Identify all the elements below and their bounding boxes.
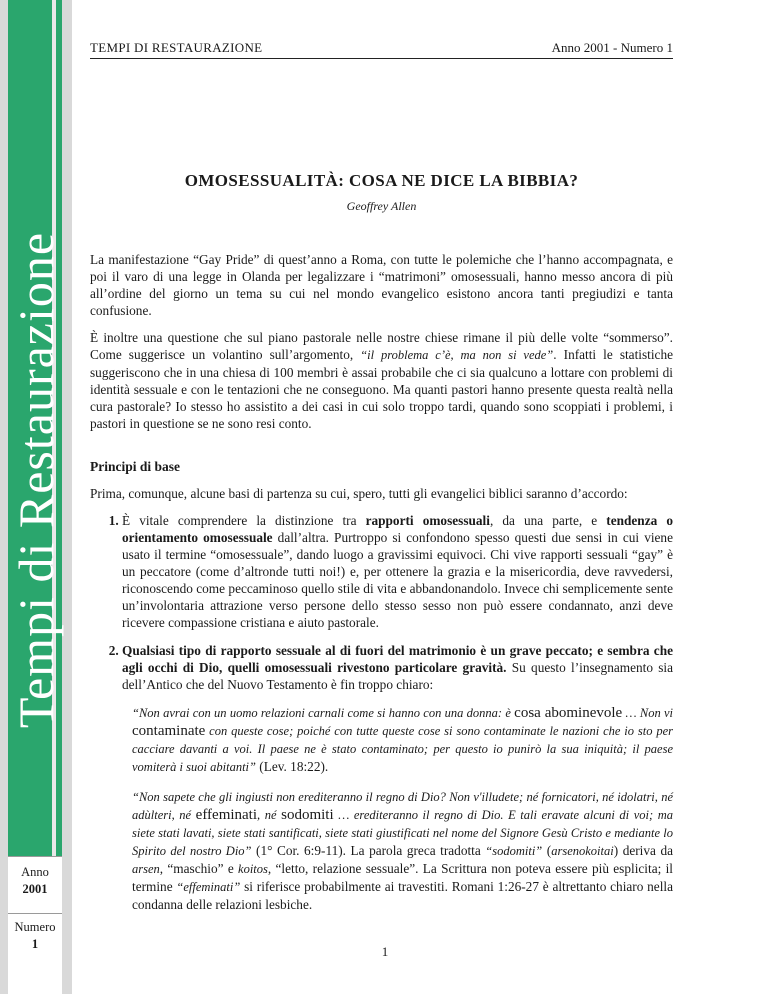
- quote-leviticus: “Non avrai con un uomo relazioni carnali come si hanno con una donna: è cosa abominevole … Non vi contaminate con queste cose; poiché con tutte queste cose si sono contaminate le nazioni che io sto per cacciare davanti a voi. Il paese ne è stato contaminato; per questo io punirò la sua iniquità; il paese vomiterà i suoi abitanti” (Lev. 18:22).: [132, 705, 673, 774]
- page-number: 1: [381, 944, 389, 959]
- second-paragraph: È inoltre una questione che sul piano pastorale nelle nostre chiese rimane il più delle volte “sommerso”. Come suggerisce un volantino sull’argomento, “il problema c’è, ma non si vede”. Infatti le statistiche suggeriscono che in una chiesa di 100 membri è assai probabile che ci sia qualcuno a lottare con problemi di identità sessuale e con le tentazioni che ne conseguono. Ma quanti pastori hanno presente questa realtà nella cura pastorale? Io stesso ho assistito a dei casi in cui solo troppo tardi, quando sono scoppiati i problemi, i pastori in questione se ne sono resi conto.: [90, 330, 673, 431]
- article-title: OMOSESSUALITÀ: COSA NE DICE LA BIBBIA?: [184, 171, 579, 190]
- issue-number-label: Numero: [14, 920, 56, 934]
- quote-corinthians: “Non sapete che gli ingiusti non erediteranno il regno di Dio? Non v'illudete; né fornicatori, né idolatri, né adùlteri, né effeminati, né sodomiti … erediteranno il regno di Dio. E tali eravate alcuni di voi; ma siete stati lavati, siete stati santificati, siete stati giustificati nel nome del Signore Gesù Cristo e mediante lo Spirito del nostro Dio” (1° Cor. 6:9-11). La parola greca tradotta “sodomiti” (arsenokoitai) deriva da arsen, “maschio” e koitos, “letto, relazione sessuale”. La Scrittura non poteva essere più esplicita; il termine “effeminati” si riferisce probabilmente ai travestiti. Romani 1:26-27 è altrettanto chiaro nella condanna delle relazioni lesbiche.: [132, 790, 673, 912]
- header-journal-name: TEMPI DI RESTAURAZIONE: [90, 40, 263, 55]
- section-heading: Principi di base: [90, 459, 181, 474]
- header-issue-info: Anno 2001 - Numero 1: [551, 40, 673, 55]
- principles-list: [90, 512, 673, 693]
- list-item: 1. È vitale comprendere la distinzione tra rapporti omosessuali, da una parte, e tendenza o orientamento omosessuale dall’altra. Purtroppo si confondono spesso questi due sensi in cui viene usato il termine “omosessuale”, dando luogo a gravissimi equivoci. Chi vive rapporti sessuali “gay” è un peccatore (come d’altronde tutti noi!) e, per ottenere la grazia e la misericordia, deve ravvedersi, riconoscendo come peccaminoso quello stile di vita e abbandonandolo. Invece chi semplicemente sente un’involontaria attrazione verso persone dello stesso sesso non può essere condannato, anzi deve ricevere compassione cristiana e aiuto pastorale.: [122, 512, 673, 631]
- issue-year-label: Anno: [21, 865, 49, 879]
- article-author: Geoffrey Allen: [346, 199, 417, 213]
- intro-paragraph: La manifestazione “Gay Pride” di quest’anno a Roma, con tutte le polemiche che l’hanno accompagnata, e poi il varo di una legge in Olanda per legalizzare i “matrimoni” omosessuali, hanno messo ancora di più all’ordine del giorno un tema su cui nel mondo evangelico esistono ancora tanti pregiudizi e tanta confusione.: [90, 252, 673, 318]
- section-intro: Prima, comunque, alcune basi di partenza su cui, spero, tutti gli evangelici biblici saranno d’accordo:: [90, 486, 628, 501]
- issue-number-box: [8, 913, 62, 1000]
- sidebar: [0, 0, 72, 994]
- issue-year-box: [8, 856, 62, 914]
- running-header: [90, 40, 673, 59]
- journal-vertical-title: Tempi di Restaurazione: [8, 231, 64, 729]
- issue-number-value: 1: [31, 936, 39, 951]
- issue-year-value: 2001: [22, 881, 48, 896]
- article: [90, 172, 673, 913]
- list-item: 2. Qualsiasi tipo di rapporto sessuale al di fuori del matrimonio è un grave peccato; e sembra che agli occhi di Dio, quelli omosessuali rivestono particolare gravità. Su questo l’insegnamento sia dell’Antico che del Nuovo Testamento è fin troppo chiaro:: [122, 642, 673, 693]
